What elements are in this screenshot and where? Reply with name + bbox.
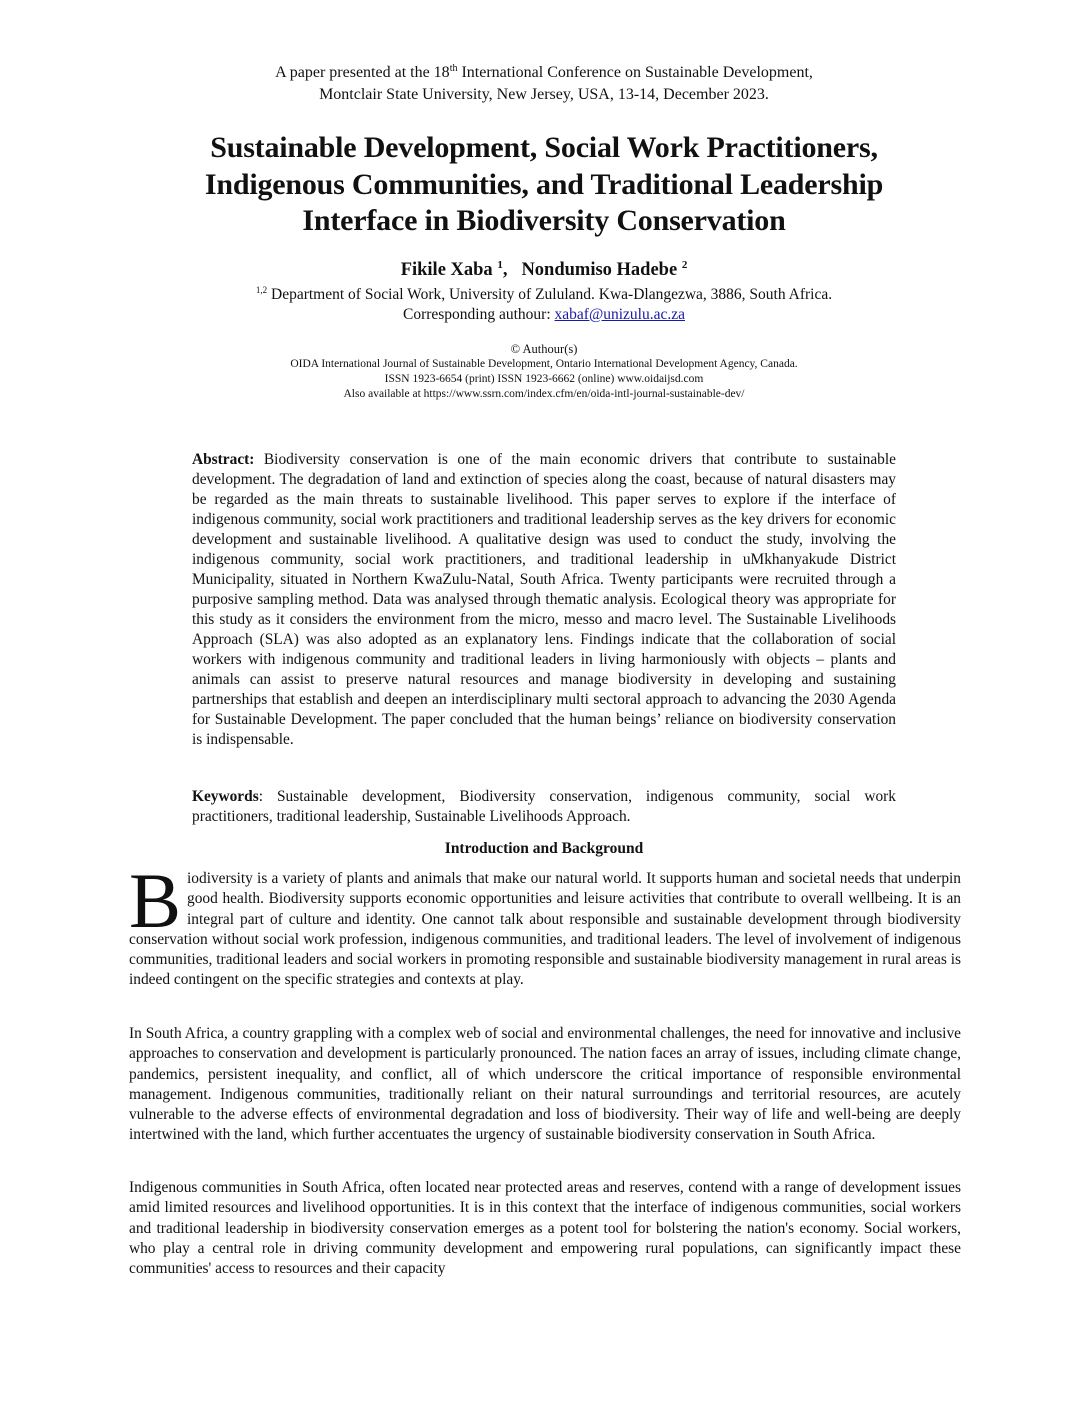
corresponding-author: Corresponding authour: xabaf@unizulu.ac.za	[402, 306, 685, 323]
keywords-label: Keywords	[192, 788, 259, 805]
ordinal-suffix: th	[449, 63, 458, 74]
title-line-3: Interface in Biodiversity Conservation	[302, 204, 786, 237]
author-1: Fikile Xaba	[400, 260, 493, 280]
copyright-line: © Authour(s)	[510, 342, 578, 356]
paper-title	[120, 130, 968, 240]
title-line-1: Sustainable Development, Social Work Practitioners,	[210, 131, 878, 164]
conference-line-2: Montclair State University, New Jersey, USA, 13-14, December 2023.	[319, 86, 769, 103]
title-line-2: Indigenous Communities, and Traditional Leadership	[204, 167, 884, 201]
affiliation: $^{1,2}$ Department of Social Work, University of Zululand. Kwa-Dlangezwa, 3886, South Africa.	[255, 285, 833, 303]
author-1-affiliation-mark: 1	[497, 259, 503, 271]
intro-paragraph-3: Indigenous communities in South Africa, often located near protected areas and reserves, contend with a range of development issues amid limited resources and livelihood opportunities. It is in this context that the interface of indigenous communities, social workers and traditional leadership in biodiversity conservation emerges as a potent tool for bolstering the nation's economy. Social workers, who play a central role in driving community development and empowering rural populations, can significantly impact these communities' access to resources and their capacity	[129, 1179, 961, 1278]
publication-metadata	[0, 342, 1088, 402]
author-2-affiliation-mark: 2	[681, 259, 688, 271]
abstract	[192, 450, 896, 750]
abstract-text: Biodiversity conservation is one of the main economic drivers that contribute to sustainable development. The degradation of land and extinction of species along the coast, because of natural disasters may be regarded as the main threats to sustainable livelihood. This paper serves to explore if the interface of indigenous community, social work practitioners and traditional leadership serves as the key drivers for economic development and sustainable livelihood. A qualitative design was used to conduct the study, involving the indigenous community, social work practitioners, and traditional leadership in uMkhanyakude District Municipality, situated in Northern KwaZulu-Natal, South Africa. Twenty participants were recruited through a purposive sampling method. Data was analysed through thematic analysis. Ecological theory was appropriate for this study as it considers the environment from the micro, messo and macro level. The Sustainable Livelihoods Approach (SLA) was also adopted as an explanatory lens. Findings indicate that the collaboration of social workers with indigenous community and traditional leaders in living harmoniously with objects – plants and animals can assist to preserve natural resources and manage biodiversity in developing and sustaining partnerships that establish and deepen an interdisciplinary multi sectoral approach to advancing the 2030 Agenda for Sustainable Development. The paper concluded that the human beings’ reliance on biodiversity conservation is indispensable.	[192, 451, 896, 748]
drop-cap: B	[129, 857, 182, 944]
intro-paragraph-2: In South Africa, a country grappling with a complex web of social and environmental challenges, the need for innovative and inclusive approaches to conservation and development is particularly pronounced. The nation faces an array of issues, including climate change, pandemics, persistent inequality, and conflict, all of which underscore the critical importance of responsible environmental management. Indigenous communities, traditionally reliant on their natural surroundings and territorial resources, are acutely vulnerable to the adverse effects of environmental degradation and loss of biodiversity. Their way of life and well-being are deeply intertwined with the land, which further accentuates the urgency of sustainable biodiversity conservation in South Africa.	[129, 1025, 961, 1144]
affiliation-marks: 1,2	[255, 285, 268, 295]
keywords	[192, 787, 896, 827]
author-list: Fikile Xaba $^1$, Nondumiso Hadebe $^2$	[400, 259, 688, 280]
conference-line-1: A paper presented at the 18th International Conference on Sustainable Development,	[275, 63, 813, 81]
journal-line: OIDA International Journal of Sustainable Development, Ontario International Development Agency, Canada.	[290, 358, 798, 370]
abstract-label: Abstract:	[192, 451, 255, 468]
section-heading: Introduction and Background	[444, 840, 644, 857]
author-2: Nondumiso Hadebe	[521, 260, 678, 280]
issn-line: ISSN 1923-6654 (print) ISSN 1923-6662 (online) www.oidaijsd.com	[384, 373, 704, 385]
keywords-text: : Sustainable development, Biodiversity conservation, indigenous community, social work practitioners, traditional leadership, Sustainable Livelihoods Approach.	[192, 788, 896, 825]
availability-line: Also available at https://www.ssrn.com/index.cfm/en/oida-intl-journal-sustainable-dev/	[343, 388, 745, 400]
intro-paragraph-1: Biodiversity is a variety of plants and animals that make our natural world. It supports human and societal needs that underpin good health. Biodiversity supports economic opportunities and leisure activities that contribute to overall wellbeing. It is an integral part of culture and identity. One cannot talk about responsible and sustainable development through biodiversity conservation without social work profession, indigenous communities, and traditional leaders. The level of involvement of indigenous communities, traditional leaders and social workers in promoting responsible and sustainable biodiversity management in rural areas is indeed contingent on the specific strategies and contexts at play.	[129, 857, 961, 989]
conference-note	[0, 62, 1088, 106]
email-link[interactable]: xabaf@unizulu.ac.za	[554, 306, 685, 323]
